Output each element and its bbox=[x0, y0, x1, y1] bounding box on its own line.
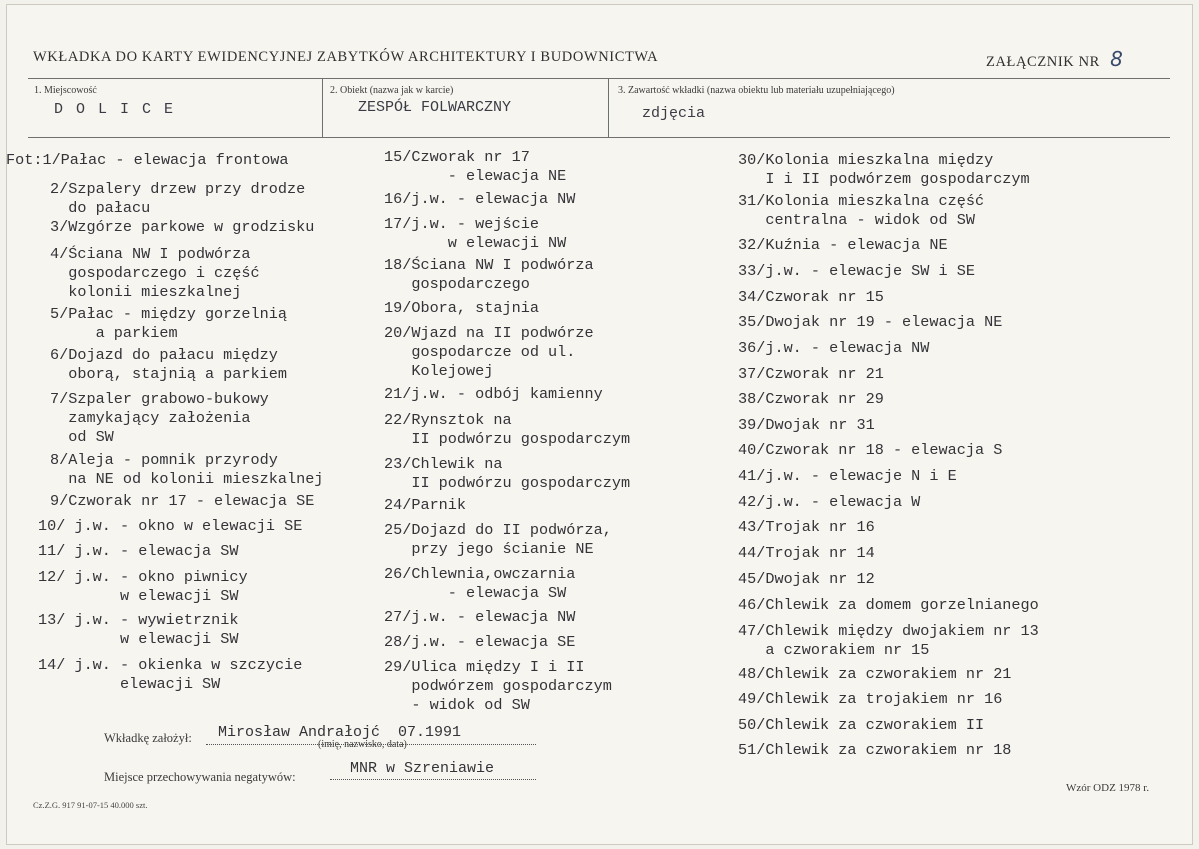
photo-entry: 48/Chlewik za czworakiem nr 21 bbox=[738, 665, 1012, 683]
author-value: Mirosław Andrałojć 07.1991 bbox=[218, 724, 462, 741]
photo-entry: 6/Dojazd do pałacu między oborą, stajnią a parkiem bbox=[50, 346, 287, 383]
attachment-number: 8 bbox=[1110, 47, 1124, 71]
photo-entry: 47/Chlewik między dwojakiem nr 13 a czworakiem nr 15 bbox=[738, 622, 1039, 659]
photo-entry: 39/Dwojak nr 31 bbox=[738, 416, 875, 434]
photo-entry: 24/Parnik bbox=[384, 496, 467, 514]
author-hint: (imię, nazwisko, data) bbox=[318, 739, 407, 750]
photo-entry: 49/Chlewik za trojakiem nr 16 bbox=[738, 690, 1003, 708]
photo-entry: 36/j.w. - elewacja NW bbox=[738, 339, 930, 357]
object-label: 2. Obiekt (nazwa jak w karcie) bbox=[330, 85, 454, 96]
author-label: Wkładkę założył: bbox=[104, 731, 192, 745]
photo-entry: 22/Rynsztok na II podwórzu gospodarczym bbox=[384, 411, 631, 448]
place-value: D O L I C E bbox=[54, 101, 176, 118]
photo-entry: 5/Pałac - między gorzelnią a parkiem bbox=[50, 305, 287, 342]
photo-entry: 28/j.w. - elewacja SE bbox=[384, 633, 576, 651]
photo-entry: 13/ j.w. - wywietrznik w elewacji SW bbox=[38, 611, 239, 648]
content-label: 3. Zawartość wkładki (nazwa obiektu lub materiału uzupełniającego) bbox=[618, 85, 895, 96]
photo-entry: 23/Chlewik na II podwórzu gospodarczym bbox=[384, 455, 631, 492]
photo-entry: 45/Dwojak nr 12 bbox=[738, 570, 875, 588]
photo-entry: 17/j.w. - wejście w elewacji NW bbox=[384, 215, 567, 252]
photo-entry: 12/ j.w. - okno piwnicy w elewacji SW bbox=[38, 568, 248, 605]
photo-entry: 42/j.w. - elewacja W bbox=[738, 493, 921, 511]
photo-entry: 43/Trojak nr 16 bbox=[738, 518, 875, 536]
form-title: WKŁADKA DO KARTY EWIDENCYJNEJ ZABYTKÓW ARCHITEKTURY I BUDOWNICTWA bbox=[33, 49, 659, 65]
photo-entry: 38/Czworak nr 29 bbox=[738, 390, 884, 408]
photo-entry: 37/Czworak nr 21 bbox=[738, 365, 884, 383]
photo-entry: 34/Czworak nr 15 bbox=[738, 288, 884, 306]
object-value: ZESPÓŁ FOLWARCZNY bbox=[358, 99, 512, 116]
photo-entry: 50/Chlewik za czworakiem II bbox=[738, 716, 985, 734]
photo-entry: 33/j.w. - elewacje SW i SE bbox=[738, 262, 975, 280]
photo-entry: 10/ j.w. - okno w elewacji SE bbox=[38, 517, 303, 535]
photo-entry: 7/Szpaler grabowo-bukowy zamykający założenia od SW bbox=[50, 390, 269, 446]
field-divider bbox=[322, 79, 323, 137]
photo-entry: Fot:1/Pałac - elewacja frontowa bbox=[6, 151, 289, 169]
photo-entry: 25/Dojazd do II podwórza, przy jego ścianie NE bbox=[384, 521, 612, 558]
photo-entry: 46/Chlewik za domem gorzelnianego bbox=[738, 596, 1039, 614]
photo-entry: 11/ j.w. - elewacja SW bbox=[38, 542, 239, 560]
photo-entry: 9/Czworak nr 17 - elewacja SE bbox=[50, 492, 315, 510]
photo-entry: 29/Ulica między I i II podwórzem gospodarczym - widok od SW bbox=[384, 658, 612, 714]
photo-entry: 21/j.w. - odbój kamienny bbox=[384, 385, 603, 403]
photo-entry: 32/Kuźnia - elewacja NE bbox=[738, 236, 948, 254]
photo-entry: 31/Kolonia mieszkalna część centralna - widok od SW bbox=[738, 192, 985, 229]
photo-entry: 4/Ściana NW I podwórza gospodarczego i część kolonii mieszkalnej bbox=[50, 245, 260, 301]
photo-entry: 40/Czworak nr 18 - elewacja S bbox=[738, 441, 1003, 459]
storage-line bbox=[330, 779, 536, 780]
attachment-number-block bbox=[986, 47, 1124, 71]
photo-entry: 30/Kolonia mieszkalna między I i II podwórzem gospodarczym bbox=[738, 151, 1030, 188]
photo-entry: 3/Wzgórze parkowe w grodzisku bbox=[50, 218, 315, 236]
photo-entry: 15/Czworak nr 17 - elewacja NE bbox=[384, 148, 567, 185]
field-divider bbox=[608, 79, 609, 137]
photo-entry: 44/Trojak nr 14 bbox=[738, 544, 875, 562]
photo-entry: 27/j.w. - elewacja NW bbox=[384, 608, 576, 626]
photo-entry: 20/Wjazd na II podwórze gospodarcze od ul. Kolejowej bbox=[384, 324, 594, 380]
print-code: Cz.Z.G. 917 91-07-15 40.000 szt. bbox=[33, 800, 148, 810]
template-note: Wzór ODZ 1978 r. bbox=[1066, 782, 1150, 794]
photo-entry: 18/Ściana NW I podwórza gospodarczego bbox=[384, 256, 594, 293]
photo-entry: 51/Chlewik za czworakiem nr 18 bbox=[738, 741, 1012, 759]
header-fields bbox=[28, 78, 1170, 138]
photo-entry: 35/Dwojak nr 19 - elewacja NE bbox=[738, 313, 1003, 331]
attachment-label: ZAŁĄCZNIK NR bbox=[986, 54, 1100, 70]
content-value: zdjęcia bbox=[642, 105, 706, 122]
photo-entry: 19/Obora, stajnia bbox=[384, 299, 539, 317]
photo-entry: 26/Chlewnia,owczarnia - elewacja SW bbox=[384, 565, 576, 602]
storage-value: MNR w Szreniawie bbox=[350, 760, 495, 777]
photo-entry: 2/Szpalery drzew przy drodze do pałacu bbox=[50, 180, 306, 217]
place-label: 1. Miejscowość bbox=[34, 85, 97, 96]
photo-entry: 41/j.w. - elewacje N i E bbox=[738, 467, 957, 485]
photo-entry: 14/ j.w. - okienka w szczycie elewacji SW bbox=[38, 656, 303, 693]
photo-entry: 16/j.w. - elewacja NW bbox=[384, 190, 576, 208]
photo-entry: 8/Aleja - pomnik przyrody na NE od kolonii mieszkalnej bbox=[50, 451, 324, 488]
storage-label: Miejsce przechowywania negatywów: bbox=[104, 770, 296, 784]
